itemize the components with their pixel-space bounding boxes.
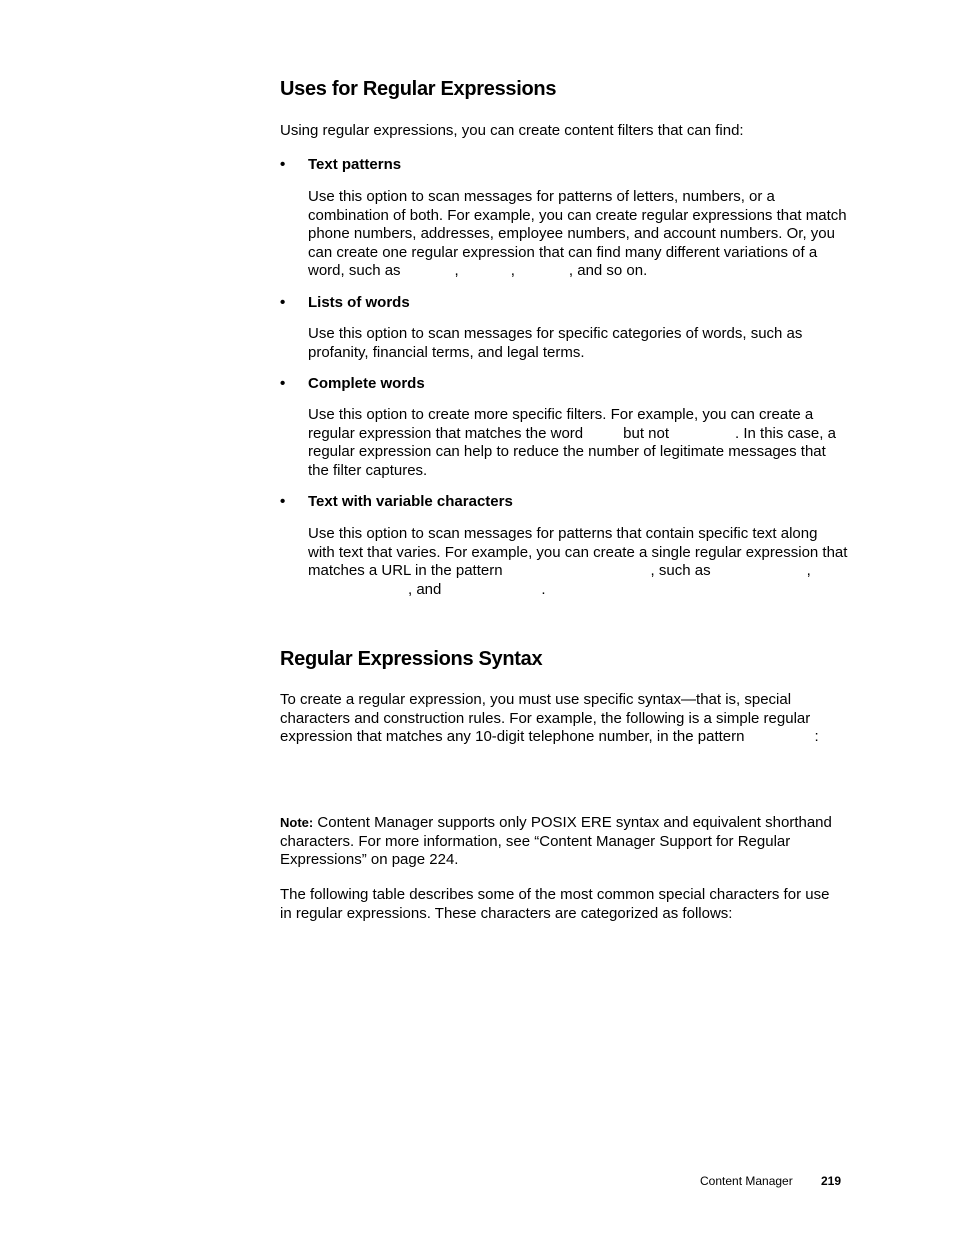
note-text: Content Manager supports only POSIX ERE syntax and equivalent shorthand characters. For more information, see “Content Manager Support for Regular Expressions” on page 224.: [280, 814, 832, 869]
bullet-dot: •: [280, 375, 286, 392]
intro-paragraph: Using regular expressions, you can create content filters that can find:: [280, 122, 744, 139]
bullet-text-patterns-body: [308, 188, 848, 281]
separator: ,: [806, 562, 811, 580]
table-intro-paragraph: The following table describes some of the most common special characters for use in regular expressions. These characters are categorized as follows:: [280, 886, 830, 922]
separator: ,: [510, 262, 515, 280]
bullet-dot: •: [280, 493, 286, 510]
syntax-paragraph: [280, 691, 845, 747]
body-text: Use this option to scan messages for patterns of letters, numbers, or a combination of both. For example, you can create regular expressions that match phone numbers, addresses, employee numbers, and account numbers. Or, you can create one regular expression that can find many different variations of a word, such as: [308, 188, 847, 280]
bullet-label: Text patterns: [308, 156, 402, 173]
heading-syntax: Regular Expressions Syntax: [280, 648, 543, 670]
body-text: , and: [408, 580, 442, 598]
body-text: but not: [623, 424, 670, 442]
note-label: Note:: [280, 815, 314, 830]
note-paragraph: [280, 814, 845, 870]
body-text: Use this option to scan messages for patterns that contain specific text along with text that varies. For example, you can create a single regular expression that matches a URL in the pattern: [308, 525, 848, 580]
bullet-lists-of-words-body: Use this option to scan messages for specific categories of words, such as profanity, financial terms, and legal terms.: [308, 325, 803, 361]
separator: :: [814, 728, 819, 746]
bullet-dot: •: [280, 156, 286, 173]
separator: ,: [454, 262, 459, 280]
body-text: To create a regular expression, you must use specific syntax—that is, special characters and construction rules. For example, the following is a simple regular expression that matches any 10-digit telephone number, in the pattern: [280, 691, 811, 746]
bullet-text-with-variable-characters-body: [308, 525, 848, 599]
bullet-complete-words-body: [308, 406, 848, 480]
bullet-label: Lists of words: [308, 294, 410, 311]
body-text: , and so on.: [568, 262, 648, 280]
body-text: Use this option to create more specific filters. For example, you can create a regular expression that matches the word: [308, 406, 814, 442]
body-text: , such as: [650, 562, 711, 580]
heading-uses: Uses for Regular Expressions: [280, 78, 557, 100]
body-text: . In this case, a regular expression can help to reduce the number of legitimate messages that the filter captures.: [308, 424, 836, 479]
bullet-label: Complete words: [308, 375, 425, 392]
footer-page-number: 219: [821, 1174, 842, 1188]
bullet-label: Text with variable characters: [308, 493, 513, 510]
bullet-dot: •: [280, 294, 286, 311]
body-text: .: [541, 580, 546, 598]
footer-section-title: Content Manager: [700, 1174, 793, 1188]
